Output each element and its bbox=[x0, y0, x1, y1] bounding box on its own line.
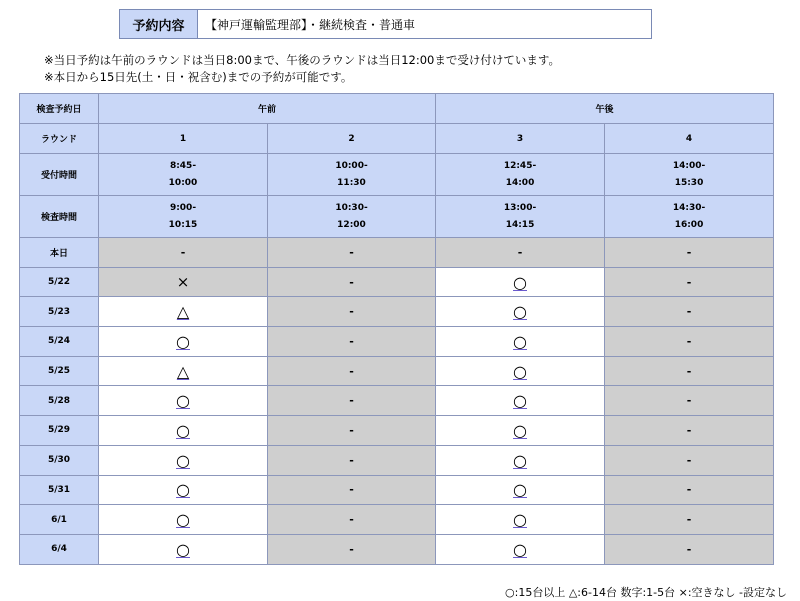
no-setting-mark: - bbox=[686, 423, 692, 437]
row-date: 5/23 bbox=[20, 297, 99, 327]
no-setting-mark: - bbox=[349, 334, 354, 348]
inspection-label: 検査時間 bbox=[20, 196, 99, 238]
slot-cell[interactable] bbox=[436, 416, 605, 446]
available-mark[interactable]: ○ bbox=[176, 391, 190, 411]
inspection-time-1: 9:00- 10:15 bbox=[99, 196, 268, 238]
no-setting-mark: - bbox=[349, 394, 354, 408]
row-date: 5/28 bbox=[20, 386, 99, 416]
slot-cell bbox=[605, 297, 774, 327]
row-date: 5/24 bbox=[20, 327, 99, 357]
reservation-label: 予約内容 bbox=[120, 10, 198, 38]
no-setting-mark: - bbox=[349, 364, 354, 378]
header-pm: 午後 bbox=[436, 94, 774, 124]
table-row bbox=[20, 386, 774, 416]
slot-cell bbox=[268, 505, 436, 535]
slot-cell bbox=[268, 297, 436, 327]
no-setting-mark: - bbox=[349, 513, 354, 527]
table-row bbox=[20, 356, 774, 386]
no-setting-mark: - bbox=[686, 275, 692, 289]
table-row bbox=[20, 505, 774, 535]
row-date: 5/22 bbox=[20, 267, 99, 297]
no-setting-mark: - bbox=[349, 305, 354, 319]
available-mark[interactable]: ○ bbox=[176, 539, 190, 559]
notes bbox=[44, 52, 560, 86]
table-row bbox=[20, 238, 774, 268]
no-setting-mark: - bbox=[686, 364, 692, 378]
slot-cell bbox=[605, 386, 774, 416]
row-date: 本日 bbox=[20, 238, 99, 268]
note-range: ※本日から15日先(土・日・祝含む)までの予約が可能です。 bbox=[44, 70, 353, 84]
inspection-time-4: 14:30- 16:00 bbox=[605, 196, 774, 238]
inspection-time-2: 10:30- 12:00 bbox=[268, 196, 436, 238]
slot-cell bbox=[605, 534, 774, 564]
no-setting-mark: - bbox=[686, 394, 692, 408]
no-setting-mark: - bbox=[349, 423, 354, 437]
table-row bbox=[20, 416, 774, 446]
table-row bbox=[20, 267, 774, 297]
slot-cell[interactable] bbox=[99, 534, 268, 564]
table-row bbox=[20, 327, 774, 357]
slot-cell bbox=[605, 267, 774, 297]
slot-cell[interactable] bbox=[436, 327, 605, 357]
available-mark[interactable]: ○ bbox=[176, 510, 190, 530]
available-mark[interactable]: ○ bbox=[513, 450, 527, 470]
available-mark[interactable]: ○ bbox=[176, 420, 190, 440]
header-am: 午前 bbox=[99, 94, 436, 124]
row-date: 5/30 bbox=[20, 445, 99, 475]
availability-legend: ○:15台以上 △:6-14台 数字:1-5台 ×:空きなし -設定なし bbox=[505, 586, 787, 599]
note-same-day: ※当日予約は午前のラウンドは当日8:00まで、午後のラウンドは当日12:00まで受け付けています。 bbox=[44, 53, 560, 67]
slot-cell[interactable] bbox=[436, 534, 605, 564]
slot-cell bbox=[268, 327, 436, 357]
row-date: 5/25 bbox=[20, 356, 99, 386]
no-setting-mark: - bbox=[686, 453, 692, 467]
available-mark[interactable]: ○ bbox=[513, 331, 527, 351]
slot-cell[interactable] bbox=[436, 267, 605, 297]
slot-cell bbox=[99, 267, 268, 297]
available-mark[interactable]: ○ bbox=[176, 450, 190, 470]
slot-cell[interactable] bbox=[99, 386, 268, 416]
round-3: 3 bbox=[436, 124, 605, 154]
reservation-value: 【神戸運輸監理部】・継続検査・普通車 bbox=[205, 17, 416, 32]
slot-cell[interactable] bbox=[436, 445, 605, 475]
slot-cell bbox=[268, 356, 436, 386]
few-available-mark[interactable]: △ bbox=[176, 302, 190, 322]
available-mark[interactable]: ○ bbox=[513, 391, 527, 411]
reception-time-4: 14:00- 15:30 bbox=[605, 154, 774, 196]
table-row bbox=[20, 297, 774, 327]
slot-cell[interactable] bbox=[99, 416, 268, 446]
available-mark[interactable]: ○ bbox=[513, 272, 527, 292]
round-4: 4 bbox=[605, 124, 774, 154]
slot-cell bbox=[268, 238, 436, 268]
slot-cell bbox=[268, 534, 436, 564]
slot-cell bbox=[268, 475, 436, 505]
row-date: 6/1 bbox=[20, 505, 99, 535]
slot-cell bbox=[605, 238, 774, 268]
no-setting-mark: - bbox=[349, 453, 354, 467]
slot-cell[interactable] bbox=[436, 356, 605, 386]
no-setting-mark: - bbox=[517, 245, 523, 259]
slot-cell[interactable] bbox=[99, 505, 268, 535]
row-date: 5/31 bbox=[20, 475, 99, 505]
reception-time-3: 12:45- 14:00 bbox=[436, 154, 605, 196]
no-setting-mark: - bbox=[686, 483, 692, 497]
no-setting-mark: - bbox=[349, 483, 354, 497]
round-1: 1 bbox=[99, 124, 268, 154]
no-setting-mark: - bbox=[180, 245, 186, 259]
slot-cell bbox=[605, 416, 774, 446]
no-setting-mark: - bbox=[349, 275, 354, 289]
no-setting-mark: - bbox=[349, 245, 354, 259]
row-date: 6/4 bbox=[20, 534, 99, 564]
available-mark[interactable]: ○ bbox=[513, 361, 527, 381]
slot-cell[interactable] bbox=[99, 475, 268, 505]
slot-cell bbox=[605, 356, 774, 386]
slot-cell bbox=[605, 327, 774, 357]
table-row bbox=[20, 475, 774, 505]
slot-cell[interactable] bbox=[99, 297, 268, 327]
slot-cell[interactable] bbox=[436, 475, 605, 505]
available-mark[interactable]: ○ bbox=[513, 302, 527, 322]
table-row bbox=[20, 534, 774, 564]
slot-cell[interactable] bbox=[99, 445, 268, 475]
available-mark[interactable]: ○ bbox=[176, 331, 190, 351]
round-label: ラウンド bbox=[20, 124, 99, 154]
reception-label: 受付時間 bbox=[20, 154, 99, 196]
no-setting-mark: - bbox=[349, 542, 354, 556]
slot-cell bbox=[436, 238, 605, 268]
no-setting-mark: - bbox=[686, 542, 692, 556]
slot-cell bbox=[268, 386, 436, 416]
few-available-mark[interactable]: △ bbox=[176, 361, 190, 381]
slot-cell bbox=[99, 238, 268, 268]
round-2: 2 bbox=[268, 124, 436, 154]
row-date: 5/29 bbox=[20, 416, 99, 446]
inspection-time-3: 13:00- 14:15 bbox=[436, 196, 605, 238]
slot-cell[interactable] bbox=[99, 327, 268, 357]
available-mark[interactable]: ○ bbox=[513, 480, 527, 500]
slot-cell[interactable] bbox=[436, 386, 605, 416]
no-setting-mark: - bbox=[686, 245, 692, 259]
available-mark[interactable]: ○ bbox=[513, 420, 527, 440]
reservation-info-box bbox=[119, 9, 652, 39]
no-setting-mark: - bbox=[686, 513, 692, 527]
no-setting-mark: - bbox=[686, 305, 692, 319]
header-date: 検査予約日 bbox=[20, 94, 99, 124]
slot-cell bbox=[268, 445, 436, 475]
available-mark[interactable]: ○ bbox=[513, 510, 527, 530]
available-mark[interactable]: ○ bbox=[176, 480, 190, 500]
no-setting-mark: - bbox=[686, 334, 692, 348]
slot-cell bbox=[605, 505, 774, 535]
available-mark[interactable]: ○ bbox=[513, 539, 527, 559]
slot-cell[interactable] bbox=[99, 356, 268, 386]
table-row bbox=[20, 445, 774, 475]
reception-time-1: 8:45- 10:00 bbox=[99, 154, 268, 196]
slot-cell bbox=[268, 267, 436, 297]
full-mark: × bbox=[176, 273, 190, 292]
schedule-table bbox=[19, 93, 774, 565]
slot-cell bbox=[268, 416, 436, 446]
reception-time-2: 10:00- 11:30 bbox=[268, 154, 436, 196]
slot-cell bbox=[605, 445, 774, 475]
slot-cell[interactable] bbox=[436, 505, 605, 535]
slot-cell bbox=[605, 475, 774, 505]
slot-cell[interactable] bbox=[436, 297, 605, 327]
